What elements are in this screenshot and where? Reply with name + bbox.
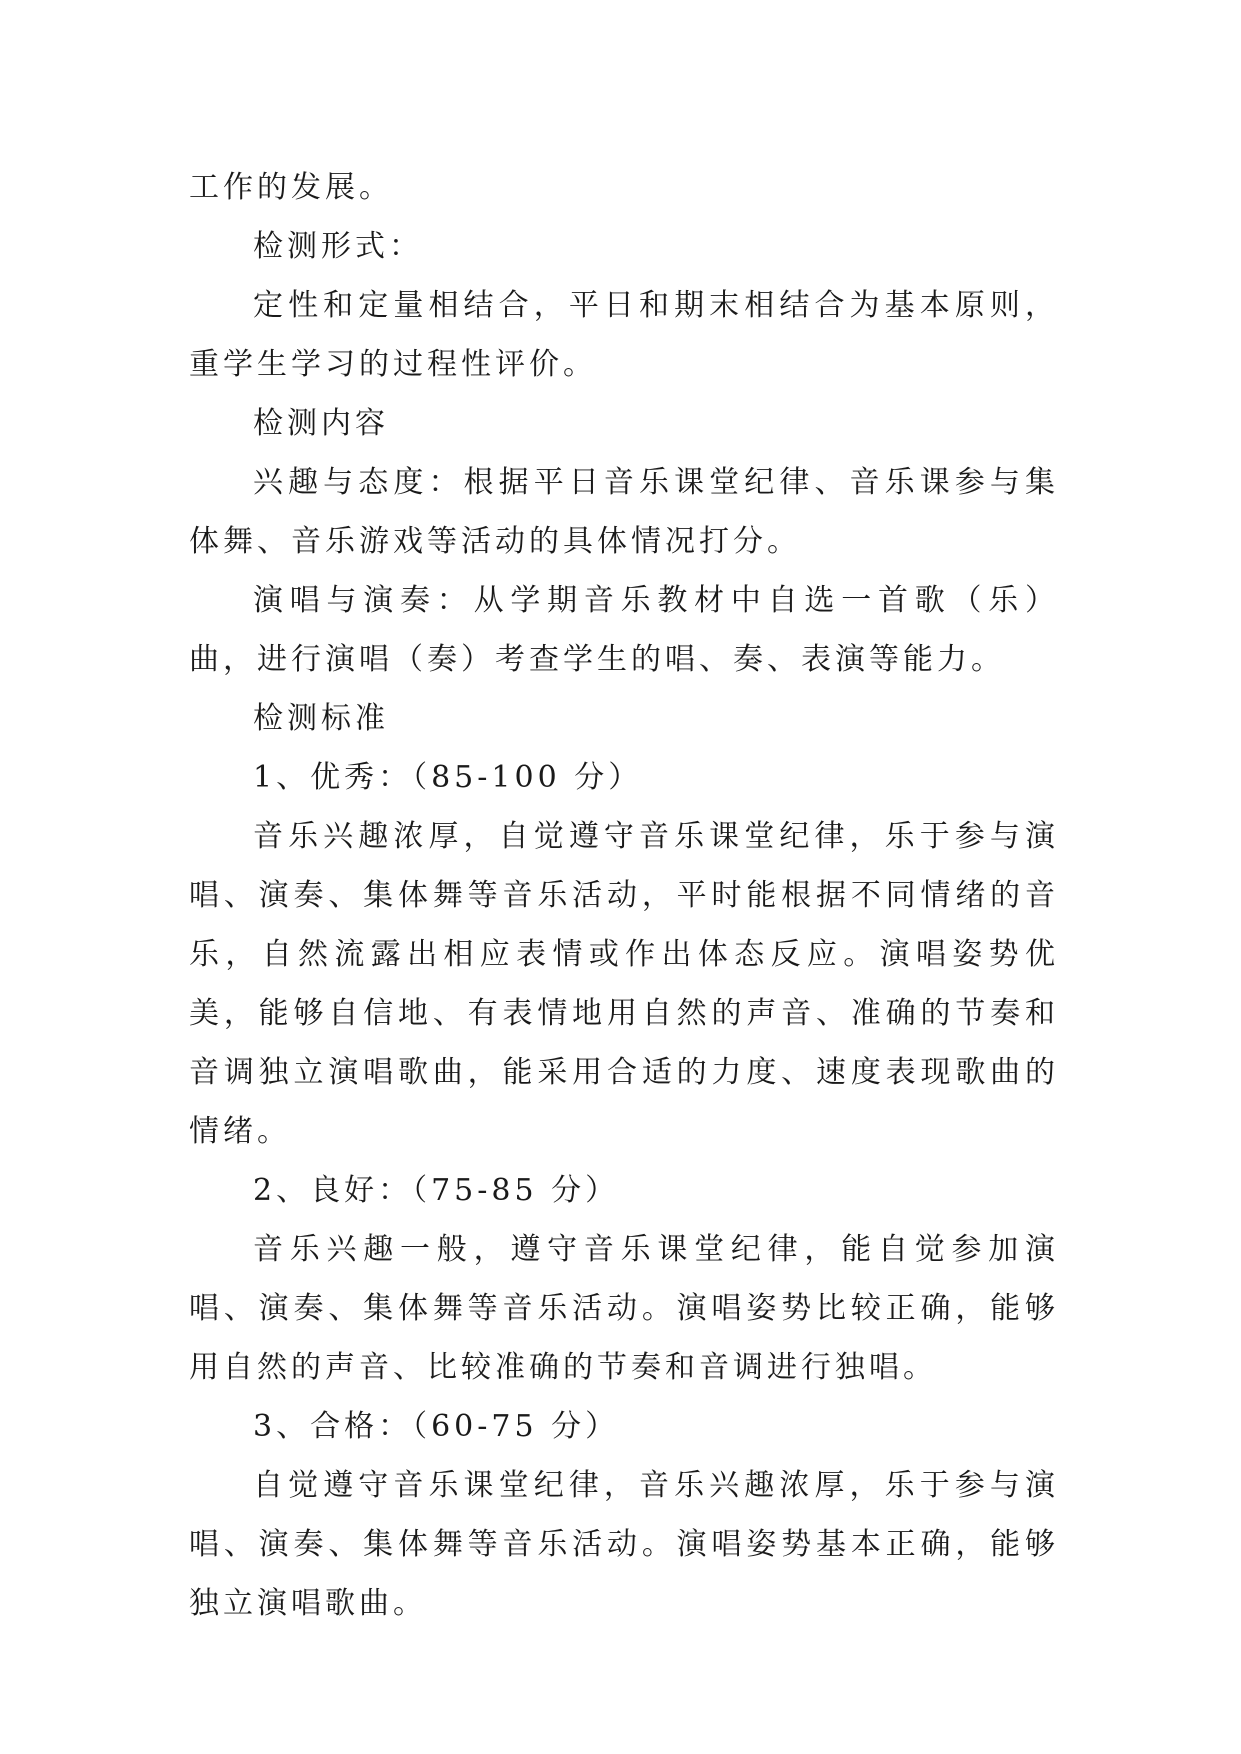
paragraph-interest-attitude: 兴趣与态度：根据平日音乐课堂纪律、音乐课参与集体舞、音乐游戏等活动的具体情况打分。: [189, 465, 1059, 559]
grade-excellent-description: 音乐兴趣浓厚，自觉遵守音乐课堂纪律，乐于参与演唱、演奏、集体舞等音乐活动，平时能根据不同情绪的音乐，自然流露出相应表情或作出体态反应。演唱姿势优美，能够自信地、有表情地用自然的声音、准确的节奏和音调独立演唱歌曲，能采用合适的力度、速度表现歌曲的情绪。: [189, 819, 1059, 1149]
heading-test-content: 检测内容: [253, 406, 389, 441]
grade-good-heading: 2、良好：（75-85 分）: [253, 1173, 620, 1208]
heading-test-standard: 检测标准: [253, 701, 389, 736]
heading-test-form: 检测形式：: [253, 229, 423, 264]
grade-good-description: 音乐兴趣一般，遵守音乐课堂纪律，能自觉参加演唱、演奏、集体舞等音乐活动。演唱姿势比较正确，能够用自然的声音、比较准确的节奏和音调进行独唱。: [189, 1232, 1059, 1385]
paragraph-continuation: 工作的发展。: [189, 170, 393, 205]
grade-excellent-heading: 1、优秀：（85-100 分）: [253, 760, 643, 795]
grade-pass-heading: 3、合格：（60-75 分）: [253, 1409, 620, 1444]
grade-pass-description: 自觉遵守音乐课堂纪律，音乐兴趣浓厚，乐于参与演唱、演奏、集体舞等音乐活动。演唱姿势基本正确，能够独立演唱歌曲。: [189, 1468, 1059, 1621]
document-body: [189, 158, 1059, 1633]
paragraph-singing-playing: 演唱与演奏：从学期音乐教材中自选一首歌（乐）曲，进行演唱（奏）考查学生的唱、奏、表演等能力。: [189, 583, 1059, 677]
paragraph-test-form: 定性和定量相结合，平日和期末相结合为基本原则，重学生学习的过程性评价。: [189, 288, 1059, 382]
